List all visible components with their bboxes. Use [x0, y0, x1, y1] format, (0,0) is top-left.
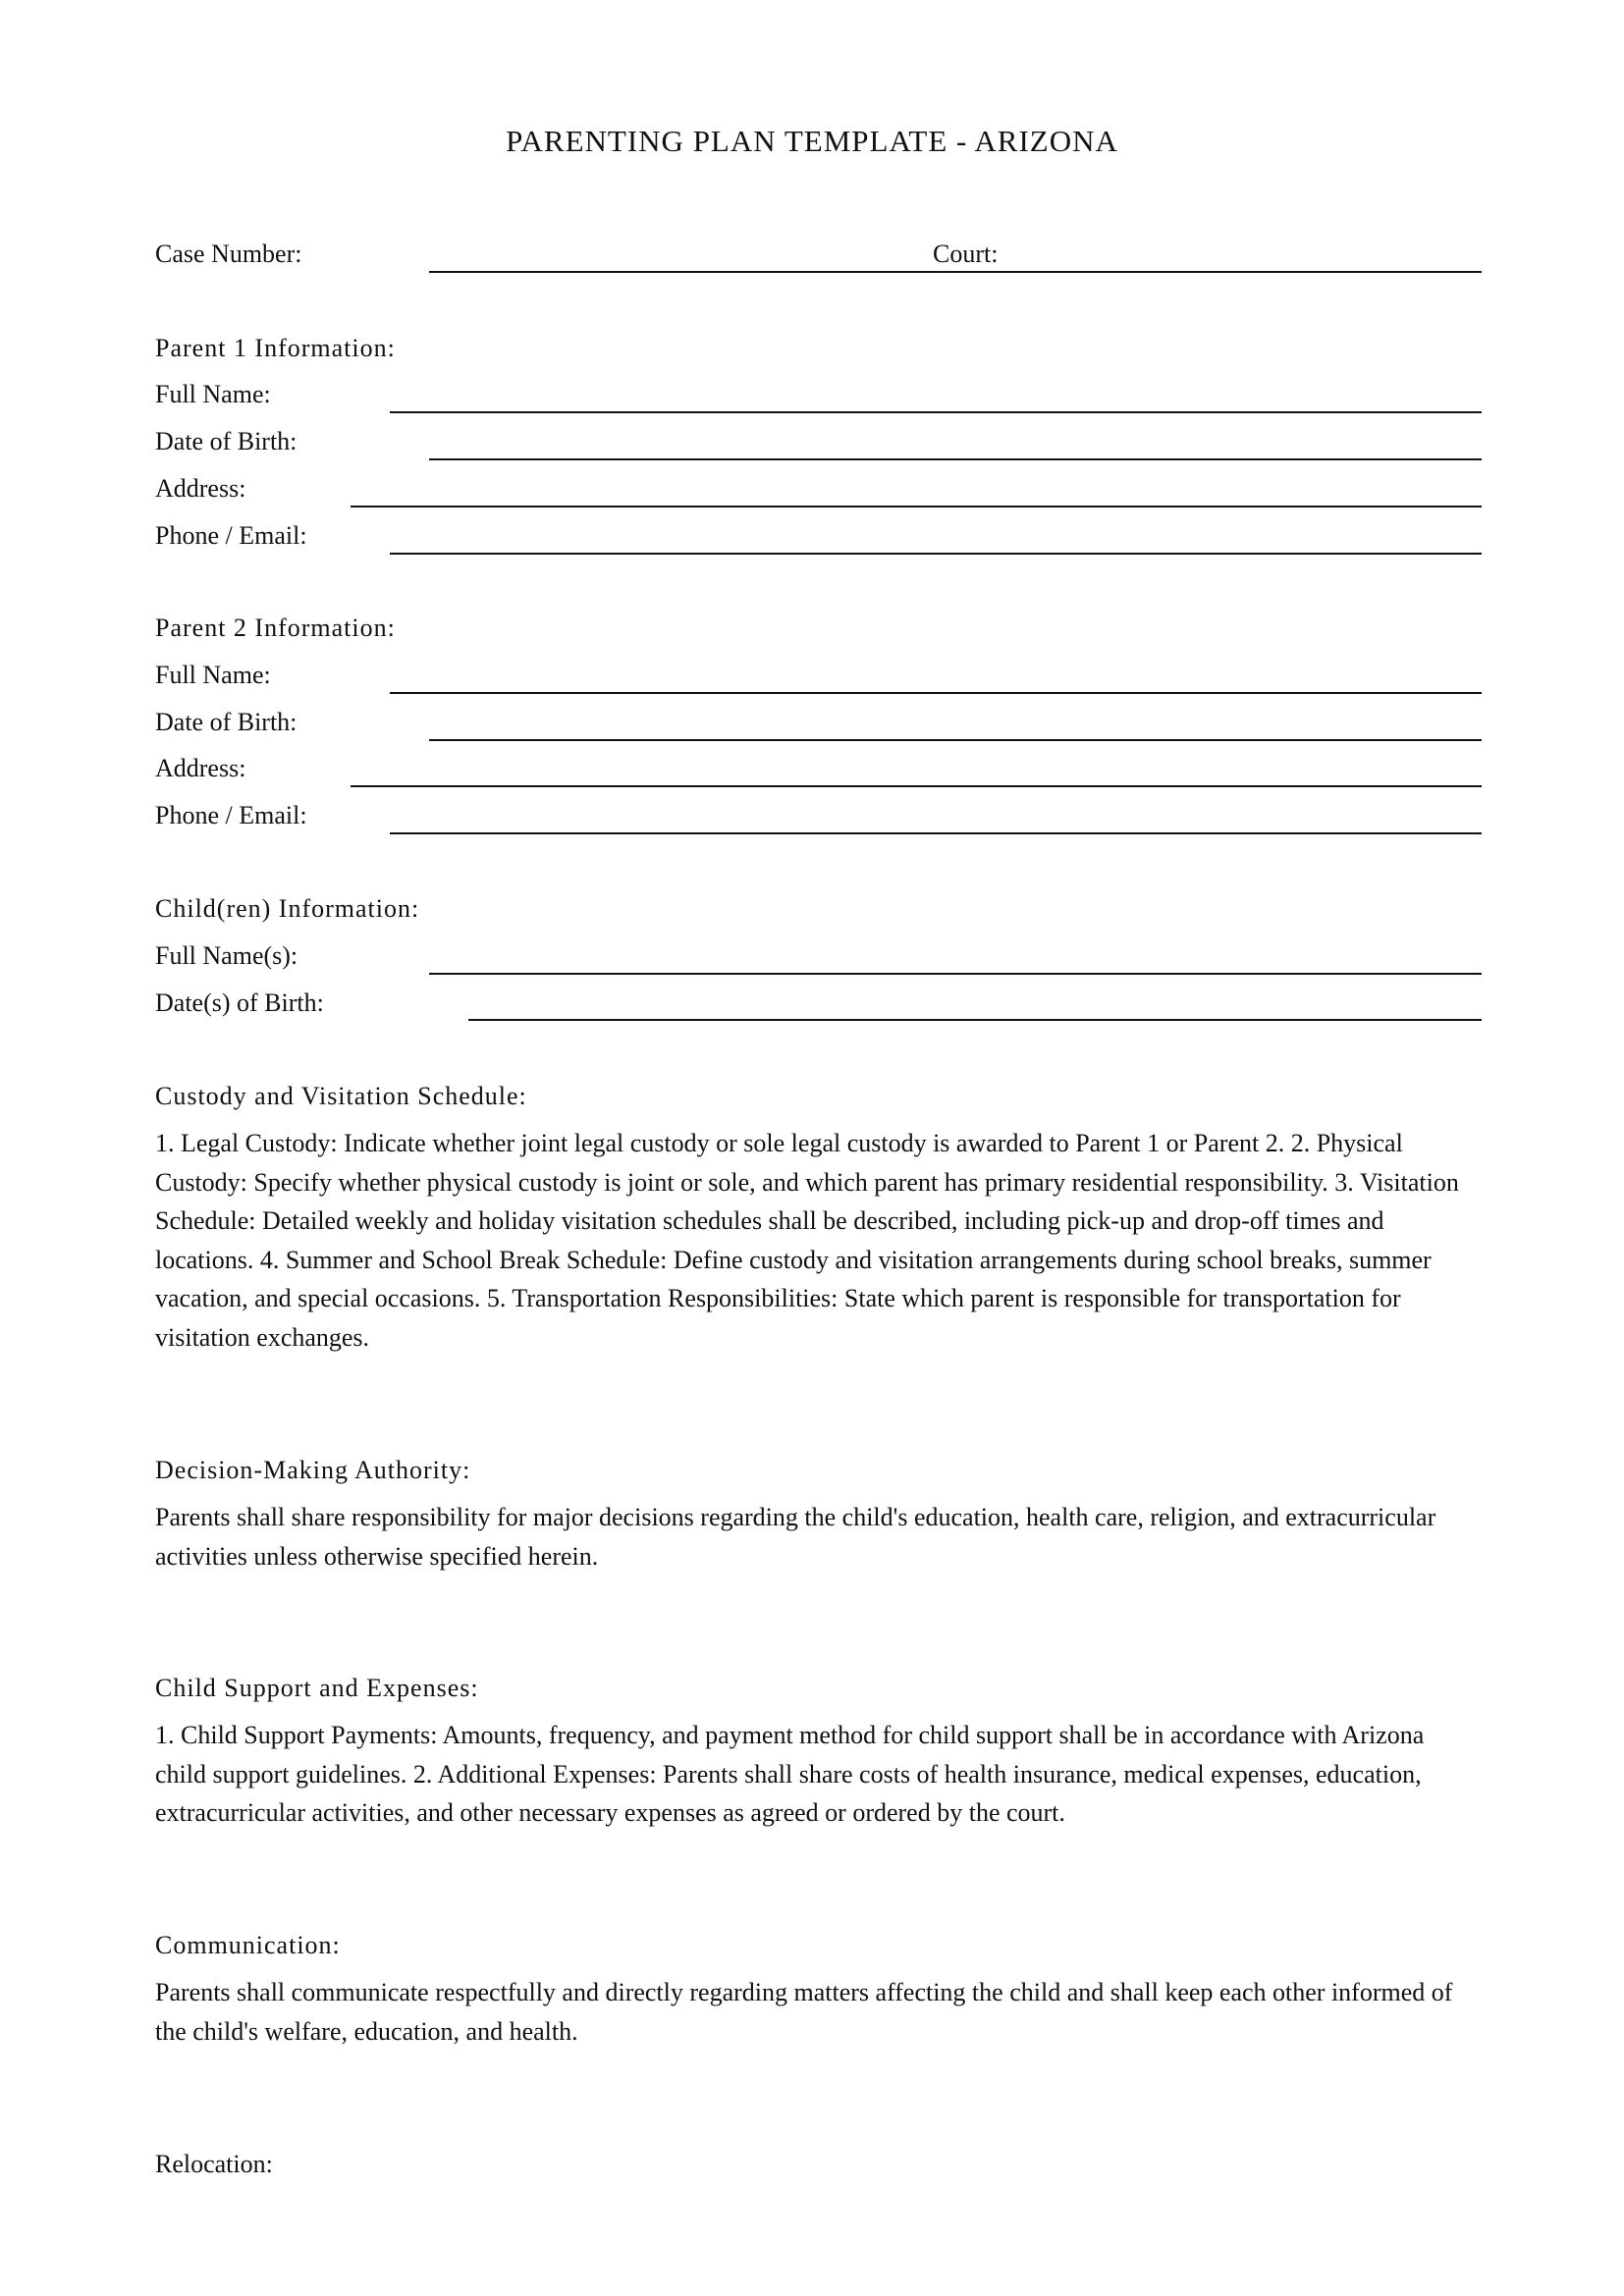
children-dobs-field[interactable] [468, 1019, 1482, 1021]
parent2-heading: Parent 2 Information: [155, 614, 396, 642]
parent1-heading: Parent 1 Information: [155, 334, 396, 362]
decision-text: Parents shall share responsibility for major decisions regarding the child's education, health care, religion, and extracurricular activities unless otherwise specified herein. [155, 1503, 1436, 1571]
children-names-field[interactable] [429, 973, 1482, 975]
parent1-dob-field[interactable] [429, 458, 1482, 460]
parent2-address-field[interactable] [351, 785, 1482, 787]
custody-text: 1. Legal Custody: Indicate whether joint legal custody or sole legal custody is awarded to Parent 1 or Parent 2. 2. Physical Custody: Specify whether physical custody is joint or sole, and which parent has primary residential responsibility. 3. Visitation Schedule: Detailed weekly and holiday visitation schedules shall be described, including pick-up and drop-off times and locations. 4. Summer and School Break Schedule: Define custody and visitation arrangements during school breaks, summer vacation, and special occasions. 5. Transportation Responsibilities: State which parent is responsible for transportation for visitation exchanges. [155, 1129, 1459, 1352]
parent1-dob-label: Date of Birth: [155, 427, 298, 455]
parent2-address-label: Address: [155, 754, 246, 782]
children-heading: Child(ren) Information: [155, 894, 420, 923]
parent1-full-name-label: Full Name: [155, 380, 271, 408]
parent1-address-label: Address: [155, 474, 246, 503]
parent1-address-field[interactable] [351, 506, 1482, 507]
parent1-contact-field[interactable] [390, 553, 1482, 555]
support-text: 1. Child Support Payments: Amounts, frequency, and payment method for child support shall be in accordance with Arizona child support guidelines. 2. Additional Expenses: Parents shall share costs of health insurance, medical expenses, education, extracurricular activities, and other necessary expenses as agreed or ordered by the court. [155, 1721, 1425, 1827]
parent1-contact-label: Phone / Email: [155, 521, 307, 550]
decision-heading: Decision-Making Authority: [155, 1456, 471, 1484]
communication-text: Parents shall communicate respectfully and directly regarding matters affecting the child and shall keep each other informed of the child's welfare, education, and health. [155, 1978, 1453, 2046]
parent2-dob-label: Date of Birth: [155, 708, 298, 736]
custody-heading: Custody and Visitation Schedule: [155, 1082, 527, 1110]
case-number-label: Case Number: [155, 240, 302, 268]
communication-heading: Communication: [155, 1931, 341, 1959]
children-names-label: Full Name(s): [155, 941, 298, 970]
parent2-contact-field[interactable] [390, 832, 1482, 834]
parent1-full-name-field[interactable] [390, 411, 1482, 413]
document-title: PARENTING PLAN TEMPLATE - ARIZONA [506, 124, 1118, 158]
court-label: Court: [933, 240, 999, 268]
parent2-full-name-label: Full Name: [155, 661, 271, 689]
parent2-contact-label: Phone / Email: [155, 801, 307, 829]
parent2-dob-field[interactable] [429, 739, 1482, 741]
case-number-field[interactable] [429, 271, 1482, 273]
support-heading: Child Support and Expenses: [155, 1674, 479, 1702]
relocation-heading: Relocation: [155, 2150, 273, 2178]
children-dobs-label: Date(s) of Birth: [155, 988, 324, 1017]
parent2-full-name-field[interactable] [390, 692, 1482, 694]
